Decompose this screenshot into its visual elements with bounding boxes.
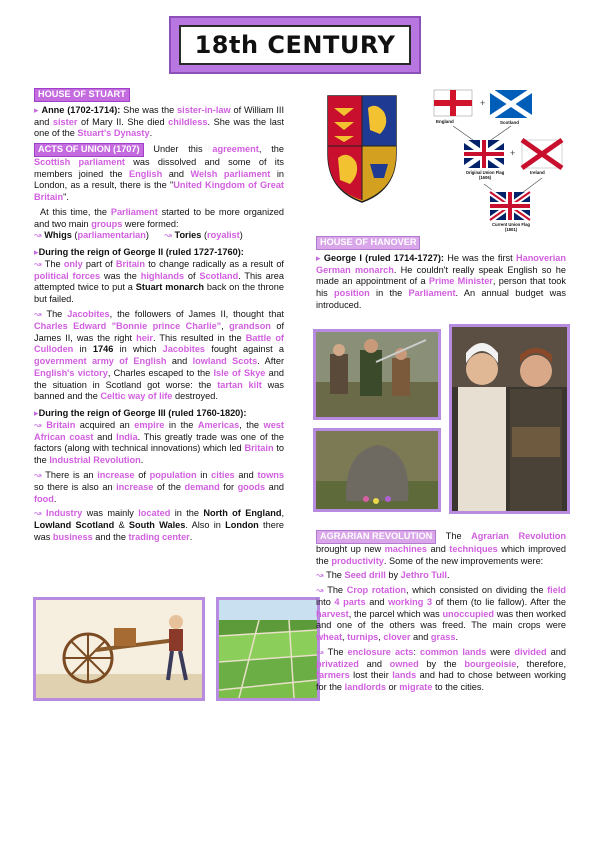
culloden-stone-photo	[313, 428, 441, 512]
title-banner	[169, 16, 421, 74]
acts-of-union-paragraph: ACTS OF UNION (1707) Under this agreement, the Scottish parliament was dissolved and some of its members joined the English and Welsh parliament in London, as a result, there is the "United Kingdom of Great Britain".	[34, 144, 284, 203]
original-flag-label: Original Union Flag (1606)	[465, 170, 505, 181]
left-column	[34, 88, 284, 547]
current-flag-label: Current Union Flag (1801)	[492, 222, 530, 233]
england-label: England	[436, 119, 454, 124]
page-title: 18th CENTURY	[194, 30, 396, 59]
title-frame	[179, 25, 411, 65]
anne-paragraph: ▸ Anne (1702-1714): She was the sister-in-law of William III and sister of Mary II. She died childless. She was the last one of the Stuart's Dynasty.	[34, 104, 285, 139]
svg-text:+: +	[480, 98, 486, 108]
enclosed-fields-photo	[216, 597, 320, 701]
hanover-section	[316, 236, 566, 315]
parliament-paragraph: At this time, the Parliament started to be more organized and two main groups were formed: ↝ Whigs (parliamentarian) ↝ Tories (royalist)	[34, 206, 284, 241]
svg-text:+: +	[510, 148, 516, 158]
house-of-hanover-header: HOUSE OF HANOVER	[316, 236, 420, 250]
scotland-label: Scotland	[500, 120, 520, 125]
house-of-stuart-header: HOUSE OF STUART	[34, 88, 130, 102]
industry-paragraph: ↝ Industry was mainly located in the North of England, Lowland Scotland & South Wales. Also in London there was business and the trading center.	[34, 508, 284, 542]
agrarian-section	[316, 530, 566, 697]
jacobites-paragraph: ↝ The Jacobites, the followers of James II, thought that Charles Edward "Bonnie prince Charlie", grandson of James II, was the right heir. This resulted in the Battle of Culloden in 1746 in which Jacobites fought against a government army of English and lowland Scots. After English's victory, Charles escaped to the Isle of Skye and the situation in Scotland got worse: the tartan kilt was banned and the Celtic way of life destroyed.	[34, 309, 285, 402]
crop-rotation-paragraph: ↝ The Crop rotation, which consisted on dividing the field into 4 parts and working 3 of them (to lie fallow). After the harvest, the parcel which was unoccupied was then worked and one of the others was freed. The main crops were wheat, turnips, clover and grass.	[316, 585, 567, 643]
george-iii-paragraph: ▸During the reign of George III (ruled 1760-1820): ↝ Britain acquired an empire in the Americas, the west African coast and India. This greatly trade was one of the factors (along with technical innovations) which led Britain to the Industrial Revolution.	[34, 408, 285, 466]
population-paragraph: ↝ There is an increase of population in cities and towns so there is also an increase of the demand for goods and food.	[34, 469, 285, 504]
agrarian-paragraph: AGRARIAN REVOLUTION The Agrarian Revolution brought up new machines and techniques which improved the productivity. Some of the new improvements were:	[316, 531, 566, 566]
seed-drill-illustration	[33, 597, 205, 701]
union-flag-diagram	[418, 88, 578, 238]
coat-of-arms-image	[326, 94, 398, 204]
george-ii-paragraph: ▸During the reign of George II (ruled 1727-1760): ↝ The only part of Britain to change radically as a result of political forces was the highlands of Scotland. This area attempted twice to put a Stuart monarch back on the throne but failed.	[34, 247, 284, 305]
battle-scene-photo	[313, 329, 441, 420]
ireland-label: Ireland	[530, 170, 545, 175]
agrarian-revolution-header: AGRARIAN REVOLUTION	[316, 530, 436, 544]
outlander-characters-photo	[449, 324, 570, 514]
enclosure-acts-paragraph: ↝ The enclosure acts: common lands were divided and privatized and owned by the bourgeoisie, therefore, farmers lost their lands and had to chose between working for the landlords or migrate to the cities.	[316, 646, 567, 693]
george-i-paragraph: ▸ George I (ruled 1714-1727): He was the first Hanoverian German monarch. He couldn't really speak English so he made an appointment of a Prime Minister, person that took his position in the Parliament. An annual budget was introduced.	[316, 252, 567, 310]
seed-drill-paragraph: ↝ The Seed drill by Jethro Tull.	[316, 570, 450, 581]
acts-of-union-header: ACTS OF UNION (1707)	[34, 143, 144, 157]
